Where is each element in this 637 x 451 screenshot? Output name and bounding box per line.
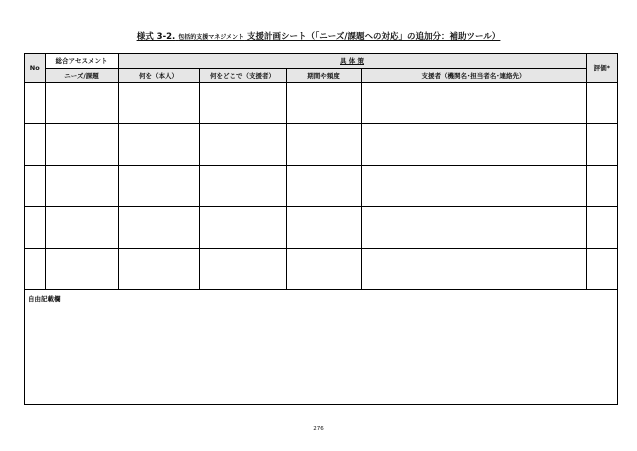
support-plan-table	[25, 54, 617, 290]
table-row	[25, 165, 617, 207]
what-self-cell[interactable]	[118, 207, 199, 249]
evaluation-cell[interactable]	[586, 82, 617, 124]
page-number: 276	[313, 426, 324, 432]
what-where-cell[interactable]	[199, 207, 286, 249]
what-where-cell[interactable]	[199, 165, 286, 207]
what-where-cell[interactable]	[199, 82, 286, 124]
evaluation-cell[interactable]	[586, 248, 617, 290]
table-row	[25, 248, 617, 290]
header-row-2	[25, 68, 617, 82]
evaluation-cell[interactable]	[586, 165, 617, 207]
period-cell[interactable]	[286, 165, 361, 207]
no-cell[interactable]	[25, 124, 45, 166]
no-cell[interactable]	[25, 82, 45, 124]
needs-cell[interactable]	[45, 248, 118, 290]
period-cell[interactable]	[286, 82, 361, 124]
subheader-what-self: 何を（本人）	[118, 68, 199, 82]
header-row-1	[25, 54, 617, 68]
evaluation-cell[interactable]	[586, 124, 617, 166]
period-cell[interactable]	[286, 248, 361, 290]
what-self-cell[interactable]	[118, 82, 199, 124]
concrete-measures-header	[118, 54, 586, 68]
no-cell[interactable]	[25, 207, 45, 249]
subheader-supporter-contact: 支援者（機関名･担当者名･連絡先）	[361, 68, 586, 82]
what-self-cell[interactable]	[118, 165, 199, 207]
what-self-cell[interactable]	[118, 124, 199, 166]
assessment-header-top: 総合アセスメント	[45, 54, 118, 68]
what-self-cell[interactable]	[118, 248, 199, 290]
subheader-period-frequency: 期間や頻度	[286, 68, 361, 82]
table-row	[25, 124, 617, 166]
needs-cell[interactable]	[45, 207, 118, 249]
evaluation-cell[interactable]	[586, 207, 617, 249]
no-cell[interactable]	[25, 165, 45, 207]
what-where-cell[interactable]	[199, 124, 286, 166]
table-row	[25, 207, 617, 249]
needs-cell[interactable]	[45, 124, 118, 166]
no-header: No	[25, 54, 45, 82]
concrete-measures-label: 具 体 策	[340, 57, 365, 66]
needs-cell[interactable]	[45, 165, 118, 207]
supporter-cell[interactable]	[361, 207, 586, 249]
what-where-cell[interactable]	[199, 248, 286, 290]
title-main: 支援計画シート（「ニーズ/課題への対応」の追加分：補助ツール）	[247, 32, 501, 42]
no-cell[interactable]	[25, 248, 45, 290]
title-small: 包括的支援マネジメント	[178, 34, 245, 41]
support-plan-form	[24, 53, 618, 405]
free-notes-label: 自由記載欄	[28, 295, 61, 303]
subheader-what-where-supporter: 何をどこで（支援者）	[199, 68, 286, 82]
needs-cell[interactable]	[45, 82, 118, 124]
period-cell[interactable]	[286, 124, 361, 166]
page-title	[0, 30, 637, 42]
supporter-cell[interactable]	[361, 248, 586, 290]
evaluation-header: 評価*	[586, 54, 617, 82]
supporter-cell[interactable]	[361, 124, 586, 166]
table-row	[25, 82, 617, 124]
needs-issues-header: ニーズ/課題	[45, 68, 118, 82]
period-cell[interactable]	[286, 207, 361, 249]
supporter-cell[interactable]	[361, 165, 586, 207]
title-prefix: 様式 3-2.	[136, 32, 176, 42]
supporter-cell[interactable]	[361, 82, 586, 124]
